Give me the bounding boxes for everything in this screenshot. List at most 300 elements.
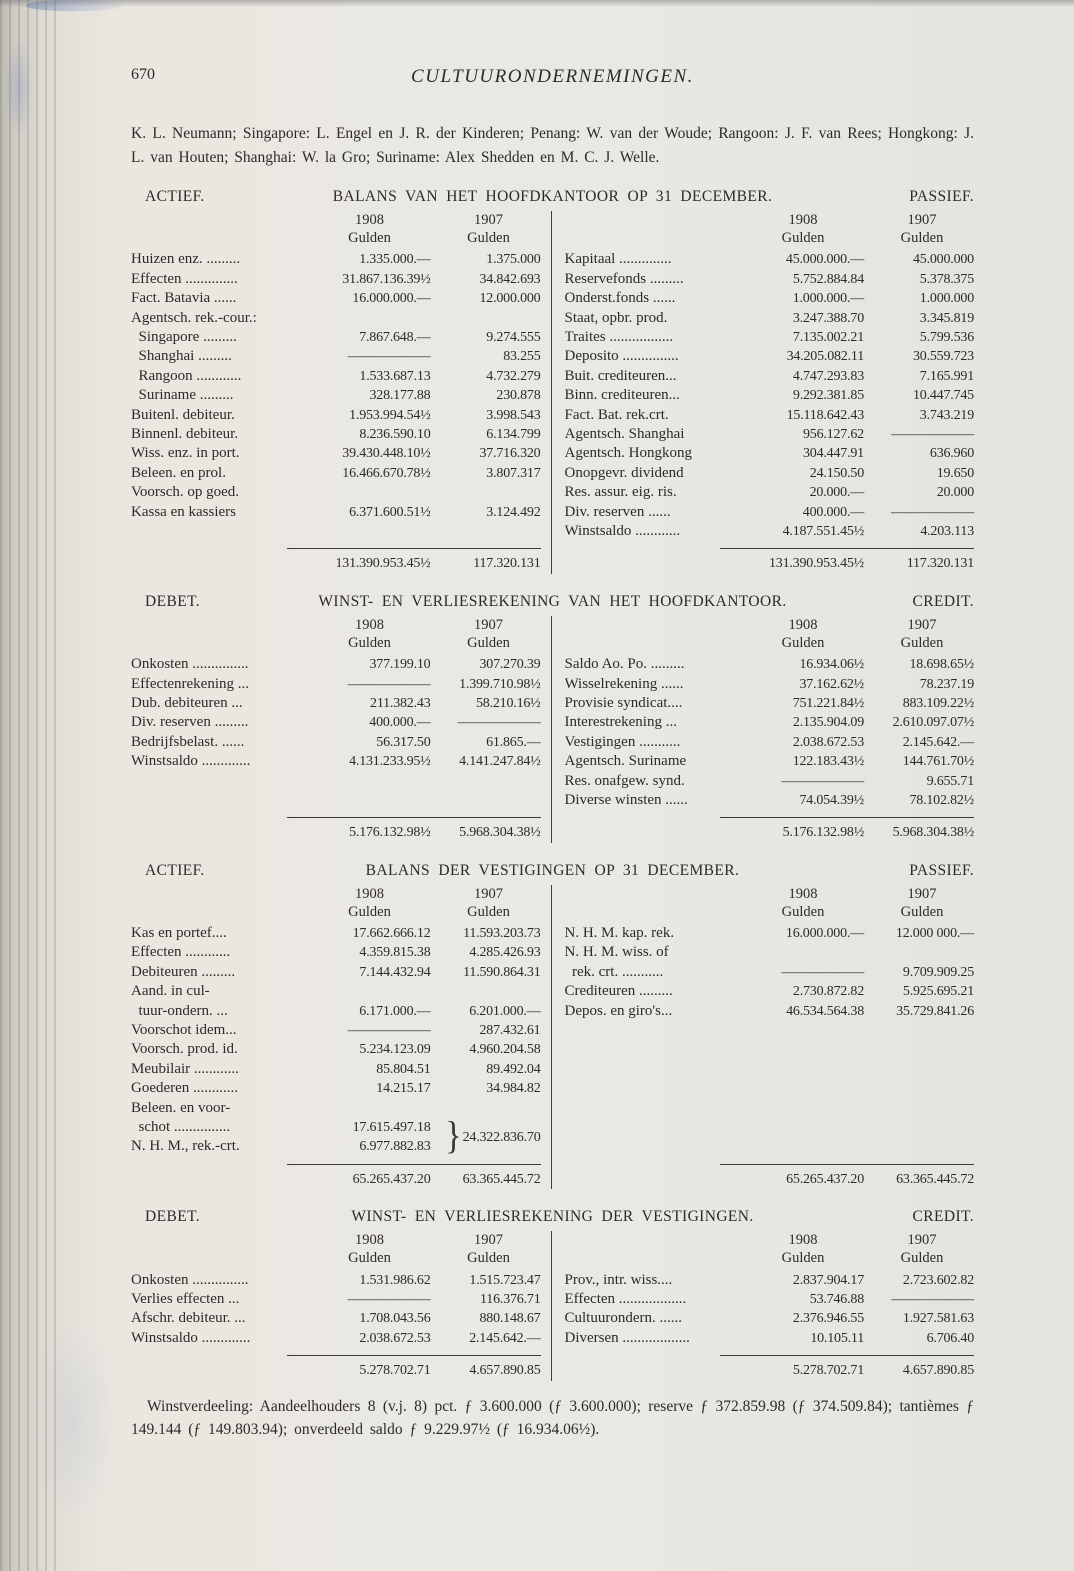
value-1908: 2.038.672.53	[359, 1330, 431, 1346]
row-label: Depos. en giro's...	[564, 1002, 673, 1019]
column-headers	[565, 1231, 975, 1267]
value-1908: 8.236.590.10	[359, 427, 431, 442]
column-headers	[565, 885, 975, 921]
value-1908: 2.376.946.55	[792, 1311, 864, 1327]
value-1908: 16.934.06½	[799, 657, 864, 673]
column-headers	[131, 616, 541, 652]
credit-label: CREDIT.	[912, 1208, 974, 1226]
column-headers	[565, 616, 975, 652]
value-1908: 1.335.000.—	[359, 252, 431, 268]
value-1907: 1.399.710.98½	[459, 676, 541, 692]
value-1907: 3.807.317	[486, 465, 541, 481]
value-1908: 39.430.448.10½	[342, 446, 431, 462]
value-1908: 45.000.000.—	[785, 252, 864, 268]
value-1908: 15.118.642.43	[786, 407, 864, 423]
value-1907	[437, 483, 541, 502]
page-top-edge-shadow	[0, 0, 1074, 7]
table-row	[565, 752, 975, 771]
table-body	[131, 616, 974, 843]
value-1908: 377.199.10	[369, 657, 431, 673]
row-label: Buitenl. debiteur.	[131, 406, 235, 423]
row-label: Huizen enz. .........	[131, 251, 241, 268]
total-1907: 117.320.131	[906, 556, 974, 572]
table-title: BALANS DER VESTIGINGEN OP 31 DECEMBER.	[365, 861, 740, 879]
row-label: rek. crt. ...........	[564, 963, 664, 980]
value-1908: 2.730.872.82	[792, 984, 864, 1000]
value-1908: 304.447.91	[802, 446, 864, 462]
table-row	[131, 1290, 541, 1309]
year-1907-header: 1907 Gulden	[467, 616, 510, 651]
table-row	[131, 347, 541, 366]
value-1907: 4.960.204.58	[469, 1042, 541, 1058]
column-headers	[565, 211, 975, 247]
total-row	[131, 818, 541, 842]
row-label: Shanghai .........	[131, 348, 232, 365]
table-rows	[565, 1271, 975, 1349]
value-1907: 2.145.642.—	[902, 734, 974, 750]
table-row	[565, 347, 975, 366]
value-1908: ——————	[781, 773, 864, 789]
table-row	[565, 483, 975, 502]
table-row	[131, 367, 541, 386]
row-label: Beleen. en voor-	[131, 1099, 231, 1116]
value-1908: 56.317.50	[376, 734, 431, 750]
debet-column	[131, 616, 552, 843]
table-rows	[131, 1271, 541, 1349]
table-row	[565, 1271, 975, 1290]
ink-mark	[4, 38, 34, 138]
year-1908-header: 1908 Gulden	[348, 616, 391, 651]
value-1908: 328.177.88	[369, 388, 431, 404]
value-1907: 6.134.799	[486, 427, 541, 442]
table-row	[565, 386, 975, 405]
value-1908: 85.804.51	[376, 1061, 431, 1077]
row-label: Crediteuren .........	[564, 983, 673, 1000]
total-1907: 63.365.445.72	[462, 1171, 541, 1187]
value-1908: 31.867.136.39½	[342, 271, 431, 287]
value-1907: ——————	[457, 715, 541, 731]
column-headers	[131, 1231, 541, 1267]
year-1907-header: 1907 Gulden	[467, 212, 510, 247]
table-row	[131, 963, 541, 982]
table-row	[131, 1040, 541, 1059]
value-1907: 9.709.909.25	[902, 964, 974, 980]
value-1908: 4.187.551.45½	[782, 524, 864, 540]
table-row	[131, 1060, 541, 1079]
page-title: CULTUURONDERNEMINGEN.	[411, 66, 694, 87]
row-label: Binn. crediteuren...	[564, 387, 680, 404]
value-1908: 1.533.687.13	[359, 368, 431, 384]
year-1908-header: 1908 Gulden	[781, 1232, 825, 1267]
row-label: Reservefonds .........	[564, 270, 684, 287]
value-1907: 11.593.203.73	[463, 926, 541, 941]
table-row	[131, 250, 541, 269]
value-1907: 12.000 000.—	[895, 926, 974, 941]
value-1908: 4.359.815.38	[359, 945, 431, 961]
value-1907: ——————	[891, 504, 974, 520]
column-headers	[131, 211, 541, 247]
year-1908-header: 1908 Gulden	[781, 616, 825, 651]
table-row	[565, 425, 975, 444]
total-block	[565, 541, 975, 573]
profit-distribution-note: Winstverdeeling: Aandeelhouders 8 (v.j. 8) pct. ƒ 3.600.000 (ƒ 3.600.000); reserve ƒ 372.859.98 (ƒ 374.509.84); tantièmes ƒ 149.144 (ƒ 149.803.94); onverdeeld saldo ƒ 9.229.97½ (ƒ 16.934.06½).	[131, 1397, 974, 1438]
column-headers	[131, 885, 541, 921]
table-row	[565, 791, 975, 810]
row-label: Winstsaldo ............	[564, 523, 681, 540]
value-1908: ——————	[347, 1023, 431, 1039]
value-1908: 2.038.672.53	[792, 734, 864, 750]
total-1907: 63.365.445.72	[896, 1171, 974, 1187]
table-row	[131, 943, 541, 962]
total-1907: 117.320.131	[473, 556, 541, 572]
table-row	[565, 1290, 975, 1309]
row-label: Agentsch. Shanghai	[564, 426, 685, 442]
total-1907: 4.657.890.85	[902, 1363, 974, 1379]
table-row	[565, 270, 975, 289]
total-block	[565, 1157, 975, 1189]
table-row	[131, 1329, 541, 1348]
total-1908: 65.265.437.20	[786, 1171, 864, 1187]
debet-column	[131, 1231, 552, 1380]
row-label: Div. reserven ......	[564, 503, 671, 520]
total-block	[565, 1348, 975, 1380]
row-label: Traites .................	[564, 328, 674, 345]
value-1908: 751.221.84½	[792, 695, 864, 711]
row-label: Wiss. enz. in port.	[131, 445, 240, 462]
total-1908: 5.176.132.98½	[349, 825, 431, 841]
value-1907: 18.698.65½	[909, 657, 974, 673]
row-label: Afschr. debiteur. ...	[131, 1310, 246, 1327]
row-label: Interestrekening ...	[564, 714, 677, 731]
value-1907: 230.878	[496, 388, 541, 404]
page-header	[131, 66, 974, 90]
row-label: Verlies effecten ...	[131, 1290, 240, 1307]
value-1907: 61.865.—	[486, 734, 541, 750]
value-1908: 7.144.432.94	[359, 964, 431, 980]
value-1907: 1.000.000	[919, 291, 974, 307]
passief-column	[552, 885, 975, 1190]
value-1907: 1.375.000	[486, 252, 541, 268]
total-1908: 5.278.702.71	[792, 1363, 864, 1379]
value-1907: 78.237.19	[919, 676, 974, 692]
value-1907: 1.515.723.47	[469, 1272, 541, 1288]
table-row	[131, 503, 541, 522]
year-1908-header: 1908 Gulden	[348, 212, 391, 247]
value-1907: 6.201.000.—	[469, 1003, 541, 1019]
year-1907-header: 1907 Gulden	[467, 885, 510, 920]
row-label: Agentsch. Suriname	[564, 753, 687, 770]
value-1907: 78.102.82½	[909, 792, 974, 808]
value-1908: 7.867.648.—	[359, 329, 431, 345]
year-1907-header: 1907 Gulden	[900, 1232, 944, 1267]
table-row	[565, 328, 975, 347]
table-row	[131, 289, 541, 308]
ink-mark	[26, 0, 122, 11]
table-heading-row	[131, 188, 974, 206]
row-label: Diversen ..................	[564, 1329, 690, 1346]
value-1908: ——————	[347, 1291, 431, 1307]
year-1908-header: 1908 Gulden	[781, 212, 825, 247]
total-row	[131, 1165, 541, 1189]
value-1907: 35.729.841.26	[896, 1003, 974, 1019]
value-1908: 37.162.62½	[799, 676, 864, 692]
row-label: Onkosten ...............	[131, 656, 249, 673]
value-1908: 74.054.39½	[799, 792, 864, 808]
row-label: Meubilair ............	[131, 1060, 239, 1077]
value-1907: 9.274.555	[486, 329, 541, 345]
row-label: Div. reserven .........	[131, 714, 249, 731]
value-1908: 16.466.670.78½	[342, 465, 431, 481]
value-1907: 3.345.819	[919, 310, 974, 326]
row-label: Bedrijfsbelast. ......	[131, 733, 245, 750]
year-1908-header: 1908 Gulden	[348, 885, 391, 920]
row-label: tuur-ondern. ...	[131, 1002, 228, 1019]
table-row	[131, 1002, 541, 1021]
total-1908: 65.265.437.20	[352, 1171, 431, 1187]
value-1908: 6.371.600.51½	[349, 504, 431, 520]
value-1907: ——————	[891, 1291, 974, 1307]
table-body	[131, 885, 974, 1190]
value-1908: 1.531.986.62	[359, 1272, 431, 1288]
value-1908: 17.662.666.12	[352, 926, 431, 941]
value-1908: 4.747.293.83	[792, 368, 864, 384]
table-row	[131, 733, 541, 752]
value-1907: 3.998.543	[486, 407, 541, 423]
value-1908: 400.000.—	[802, 504, 864, 520]
passief-label: PASSIEF.	[909, 861, 974, 879]
value-1907: 11.590.864.31	[463, 964, 541, 980]
table-row	[131, 1309, 541, 1328]
row-label: Winstsaldo .............	[131, 1329, 251, 1346]
value-1908: 16.000.000.—	[352, 291, 431, 307]
table-row	[565, 943, 975, 962]
table-title: WINST- EN VERLIESREKENING VAN HET HOOFDKANTOOR.	[318, 592, 787, 610]
row-label: Singapore .........	[131, 328, 237, 345]
table-rows	[131, 250, 541, 522]
value-1907: 1.927.581.63	[902, 1311, 974, 1327]
balance-hoofdkantoor-table	[131, 188, 974, 574]
row-label: Onderst.fonds ......	[564, 290, 676, 307]
year-1907-header: 1907 Gulden	[467, 1232, 510, 1267]
actief-label: ACTIEF.	[145, 188, 205, 206]
row-label: Agentsch. Hongkong	[564, 445, 692, 462]
row-label: schot ...............	[131, 1119, 231, 1136]
table-row	[131, 1271, 541, 1290]
row-label: Onopgevr. dividend	[564, 464, 684, 481]
debet-label: DEBET.	[145, 592, 201, 610]
value-1908: 1.000.000.—	[792, 291, 864, 307]
table-row	[131, 655, 541, 674]
table-row	[565, 733, 975, 752]
passief-label: PASSIEF.	[909, 188, 974, 206]
value-1907: 144.761.70½	[902, 754, 974, 770]
row-label: N. H. M. wiss. of	[564, 944, 669, 961]
passief-column	[552, 211, 975, 574]
table-rows	[565, 655, 975, 810]
table-row	[565, 444, 975, 463]
value-1908: 2.135.904.09	[792, 715, 864, 731]
total-row	[565, 549, 975, 573]
table-row	[565, 1002, 975, 1021]
total-row	[565, 1165, 975, 1189]
table-row	[565, 675, 975, 694]
value-1907: 116.376.71	[480, 1291, 541, 1307]
table-rows	[565, 250, 975, 541]
value-1908: ——————	[347, 676, 431, 692]
value-1908: 211.382.43	[370, 695, 431, 711]
row-label: Onkosten ...............	[131, 1271, 249, 1288]
value-1908: 5.234.123.09	[359, 1042, 431, 1058]
value-1908: ——————	[347, 349, 431, 365]
total-block	[131, 1157, 541, 1189]
table-row	[131, 328, 541, 347]
value-1907: 6.706.40	[926, 1330, 974, 1346]
table-heading-row	[131, 1208, 974, 1226]
table-row	[131, 675, 541, 694]
row-label: Debiteuren .........	[131, 963, 236, 980]
value-1907: 2.723.602.82	[902, 1272, 974, 1288]
table-row	[565, 406, 975, 425]
table-row	[565, 713, 975, 732]
table-body	[131, 1231, 974, 1380]
year-1907-header: 1907 Gulden	[900, 616, 944, 651]
table-row	[131, 425, 541, 444]
total-1907: 5.968.304.38½	[459, 825, 541, 841]
row-label: Kas en portef....	[131, 925, 227, 941]
value-1907: 880.148.67	[479, 1311, 541, 1327]
profit-loss-hoofdkantoor-table	[131, 593, 974, 843]
table-row	[131, 1021, 541, 1040]
table-row	[565, 982, 975, 1001]
table-row	[565, 1309, 975, 1328]
row-label: N. H. M. kap. rek.	[564, 925, 675, 941]
table-title: BALANS VAN HET HOOFDKANTOOR OP 31 DECEMBER.	[332, 188, 773, 206]
value-1907: 10.447.745	[912, 388, 974, 404]
total-1908: 131.390.953.45½	[768, 556, 864, 572]
row-label: Binnenl. debiteur.	[131, 426, 239, 442]
intro-paragraph: K. L. Neumann; Singapore: L. Engel en J. R. der Kinderen; Penang: W. van der Woude; Rangoon: J. F. van Rees; Hongkong: J. L. van Houten; Shanghai: W. la Gro; Suriname: Alex Shedden en M. C. J. Welle.	[131, 125, 974, 166]
value-1907: 45.000.000	[912, 252, 974, 268]
table-row	[565, 464, 975, 483]
value-1907: 287.432.61	[479, 1023, 541, 1039]
value-1907: 3.124.492	[486, 504, 541, 520]
table-heading-row	[131, 862, 974, 880]
table-row	[565, 522, 975, 541]
value-1908: 10.105.11	[810, 1330, 864, 1346]
total-block	[131, 1348, 541, 1380]
table-row	[565, 655, 975, 674]
total-row	[565, 818, 975, 842]
row-label: Effecten ............	[131, 944, 231, 961]
row-label: Goederen ............	[131, 1080, 239, 1097]
value-1908	[309, 483, 431, 502]
value-1907: ——————	[891, 427, 974, 442]
value-1907: 5.799.536	[919, 329, 974, 345]
combined-1907-value: } 24.322.836.70	[445, 1115, 541, 1159]
value-1907	[437, 982, 541, 1001]
value-1907: 4.141.247.84½	[459, 754, 541, 770]
table-row	[131, 270, 541, 289]
value-1908: 14.215.17	[376, 1081, 431, 1097]
row-label: Aand. in cul-	[131, 983, 210, 1000]
year-1908-header: 1908 Gulden	[781, 885, 825, 920]
row-label: Fact. Batavia ......	[131, 290, 237, 307]
total-block	[131, 810, 541, 842]
value-1908: ——————	[781, 964, 864, 980]
row-label: Effectenrekening ...	[131, 675, 250, 692]
table-row	[131, 309, 541, 328]
value-1907: 37.716.320	[479, 446, 541, 462]
value-1907: 4.203.113	[920, 524, 974, 540]
table-row	[565, 367, 975, 386]
value-1908	[742, 943, 864, 962]
year-1908-header: 1908 Gulden	[348, 1232, 391, 1267]
value-1907: 5.925.695.21	[902, 984, 974, 1000]
value-1908: 53.746.88	[809, 1291, 864, 1307]
table-title: WINST- EN VERLIESREKENING DER VESTIGINGEN.	[351, 1208, 754, 1226]
row-label: Effecten ..................	[564, 1290, 687, 1307]
table-row	[565, 1329, 975, 1348]
total-block	[131, 541, 541, 573]
table-row	[131, 982, 541, 1001]
table-row	[565, 963, 975, 982]
value-1907: 89.492.04	[486, 1061, 541, 1077]
table-rows	[565, 924, 975, 1021]
row-label: Vestigingen ...........	[564, 733, 681, 750]
row-label: Res. onafgew. synd.	[564, 772, 685, 789]
value-1907: 7.165.991	[919, 368, 974, 384]
table-row	[565, 503, 975, 522]
ink-smudge	[34, 1321, 114, 1521]
value-1907: 20.000	[936, 485, 974, 501]
credit-column	[552, 1231, 975, 1380]
table-row	[565, 694, 975, 713]
row-label: Agentsch. rek.-cour.:	[131, 309, 257, 326]
value-1907	[437, 309, 541, 328]
total-1908: 5.278.702.71	[359, 1363, 431, 1379]
table-row	[131, 464, 541, 483]
value-1908: 1.953.994.54½	[349, 407, 431, 423]
value-1907: 3.743.219	[919, 407, 974, 423]
year-1907-header: 1907 Gulden	[900, 212, 944, 247]
row-label: Kapitaal ..............	[564, 251, 672, 268]
value-1907: 58.210.16½	[475, 695, 541, 711]
balance-vestigingen-table	[131, 862, 974, 1190]
row-label: Voorsch. prod. id.	[131, 1041, 238, 1058]
table-row	[131, 483, 541, 502]
table-heading-row	[131, 593, 974, 611]
table-row	[565, 772, 975, 791]
total-1907: 5.968.304.38½	[892, 825, 974, 841]
row-label: Prov., intr. wiss....	[564, 1271, 673, 1288]
row-label: Diverse winsten ......	[564, 791, 688, 808]
row-label: Voorschot idem...	[131, 1022, 237, 1039]
total-row	[565, 1356, 975, 1380]
value-1908: 122.183.43½	[792, 754, 864, 770]
table-row	[565, 309, 975, 328]
total-1908: 5.176.132.98½	[782, 825, 864, 841]
row-label: Provisie syndicat....	[564, 694, 683, 711]
value-1907: 4.285.426.93	[469, 945, 541, 961]
value-1908: 46.534.564.38	[786, 1003, 864, 1019]
year-1907-header: 1907 Gulden	[900, 885, 944, 920]
value-1908: 4.131.233.95½	[349, 754, 431, 770]
value-1908: 6.171.000.—	[359, 1003, 431, 1019]
value-1907: 19.650	[936, 465, 974, 481]
value-1907: 83.255	[503, 349, 541, 365]
row-label: Staat, opbr. prod.	[564, 309, 668, 326]
value-1907: 883.109.22½	[902, 695, 974, 711]
